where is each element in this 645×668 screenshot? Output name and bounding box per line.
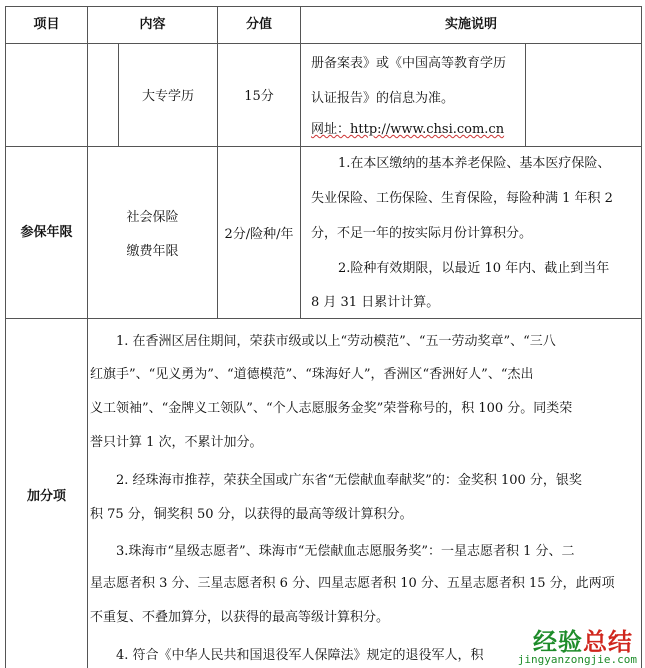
education-desc-line: 认证报告》的信息为准。 [311, 91, 455, 106]
bonus-line: 星志愿者积 3 分、三星志愿者积 6 分、四星志愿者积 10 分、五星志愿者积 15 分，此两项 [90, 576, 615, 591]
border-left [5, 6, 6, 668]
insurance-desc-line: 2.险种有效期限，以最近 10 年内、截止到当年 [338, 261, 610, 276]
header-score: 分值 [245, 17, 272, 32]
bonus-line: 誉只计算 1 次，不累计加分。 [90, 435, 263, 450]
education-content: 大专学历 [141, 89, 194, 104]
education-desc-line: 册备案表》或《中国高等教育学历 [311, 56, 507, 71]
chsi-url-link[interactable]: 网址：http://www.chsi.com.cn [311, 122, 505, 137]
bonus-item: 加分项 [26, 489, 66, 504]
col-divider-desc-inner [525, 43, 526, 146]
header-desc: 实施说明 [444, 17, 497, 32]
insurance-desc-line: 分，不足一年的按实际月份计算积分。 [311, 226, 533, 241]
education-score: 15分 [244, 89, 274, 104]
watermark-brand: 经验总结 [533, 628, 633, 656]
border-row2-bottom [5, 318, 642, 319]
col-divider-3 [300, 6, 301, 318]
col-divider-2 [217, 6, 218, 318]
border-row1-bottom [5, 146, 642, 147]
insurance-desc-line: 失业保险、工伤保险、生育保险，每险种满 1 年积 2 [311, 191, 613, 206]
bonus-line: 4. 符合《中华人民共和国退役军人保障法》规定的退役军人，积 [116, 648, 484, 663]
watermark-logo [491, 622, 641, 668]
bonus-line: 1. 在香洲区居住期间，荣获市级或以上“劳动模范”、“五一劳动奖章”、“三八 [116, 334, 556, 349]
bonus-line: 不重复、不叠加算分，以获得的最高等级计算积分。 [90, 610, 390, 625]
insurance-content-line: 社会保险 [126, 210, 179, 225]
bonus-line: 积 75 分，铜奖积 50 分，以获得的最高等级计算积分。 [90, 507, 413, 522]
bonus-line: 2. 经珠海市推荐，荣获全国或广东省“无偿献血奉献奖”的：金奖积 100 分，银奖 [116, 473, 582, 488]
watermark-site: jingyanzongjie.com [517, 653, 637, 666]
header-content: 内容 [139, 17, 166, 32]
bonus-line: 3.珠海市“星级志愿者”、珠海市“无偿献血志愿服务奖”：一星志愿者积 1 分、二 [116, 544, 575, 559]
header-item: 项目 [33, 17, 60, 32]
insurance-score: 2分/险种/年 [224, 227, 294, 242]
insurance-desc-line: 8 月 31 日累计计算。 [311, 295, 440, 310]
border-right [641, 6, 642, 668]
bonus-line: 红旗手”、“见义勇为”、“道德模范”、“珠海好人”，香洲区“香洲好人”、“杰出 [90, 367, 534, 382]
bonus-line: 义工领袖”、“金牌义工领队”、“个人志愿服务金奖”荣誉称号的，积 100 分。同类荣 [90, 401, 573, 416]
insurance-item: 参保年限 [20, 225, 73, 240]
border-header-bottom [5, 43, 642, 44]
insurance-desc-line: 1.在本区缴纳的基本养老保险、基本医疗保险、 [338, 156, 611, 171]
col-divider-1 [87, 6, 88, 668]
border-top [5, 6, 642, 7]
insurance-content-line: 缴费年限 [126, 244, 179, 259]
